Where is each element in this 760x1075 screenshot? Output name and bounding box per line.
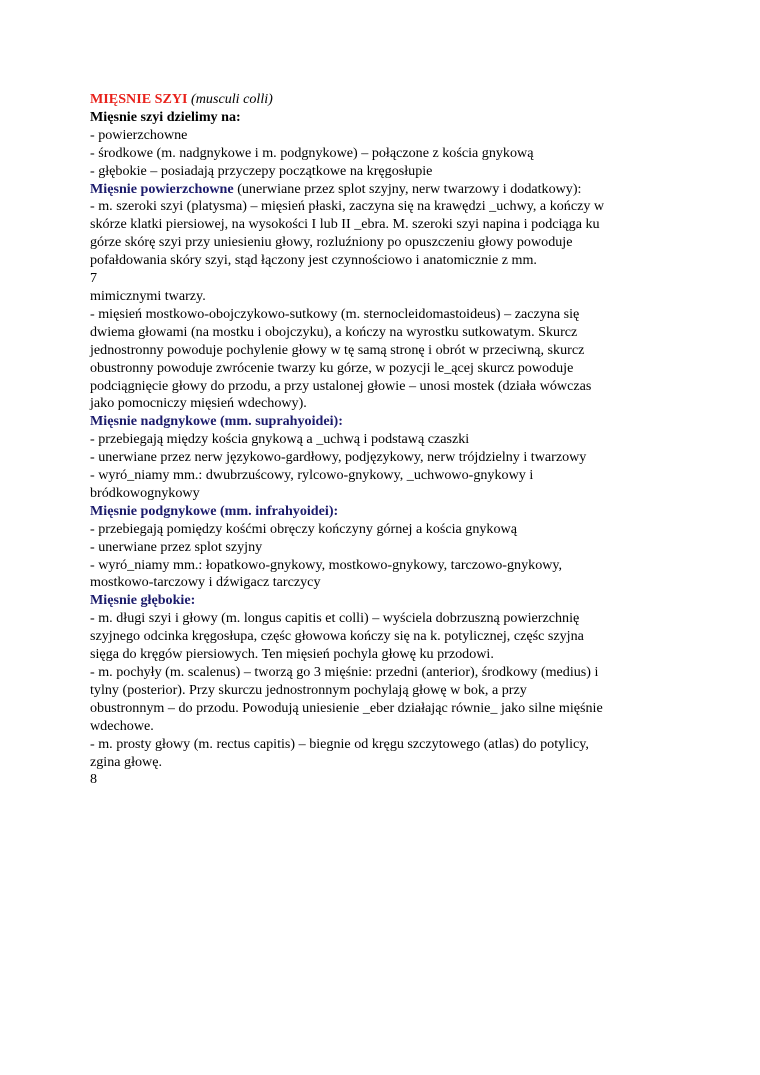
intro-item: - powierzchowne (90, 126, 188, 143)
text-line: sięga do kręgów piersiowych. Ten mięsień pochyla głowę ku przodowi. (90, 646, 494, 663)
document-title (90, 91, 670, 109)
text-line: - unerwiane przez splot szyjny (90, 538, 263, 555)
intro-heading: Mięsnie szyi dzielimy na: (90, 108, 241, 125)
intro-item: - środkowe (m. nadgnykowe i m. podgnykowe) – połączone z kościa gnykową (90, 144, 534, 161)
intro-item: - głębokie – posiadają przyczepy początkowe na kręgosłupie (90, 162, 433, 179)
text-line: - przebiegają pomiędzy kośćmi obręczy kończyny górnej a kościa gnykową (90, 520, 517, 537)
text-line: mimicznymi twarzy. (90, 287, 206, 304)
text-line: wdechowe. (90, 717, 154, 734)
page-number: 8 (90, 771, 98, 788)
section-heading-deep: Mięsnie głębokie: (90, 592, 196, 609)
text-line: dwiema głowami (na mostku i obojczyku), a kończy na wyrostku sutkowatym. Skurcz (90, 323, 578, 340)
text-line: - wyró_niamy mm.: łopatkowo-gnykowy, mostkowo-gnykowy, tarczowo-gnykowy, (90, 556, 563, 573)
text-line: - wyró_niamy mm.: dwubrzuścowy, rylcowo-gnykowy, _uchwowo-gnykowy i (90, 467, 534, 484)
text-line: - m. szeroki szyi (platysma) – mięsień płaski, zaczyna się na krawędzi _uchwy, a kończy w (90, 198, 605, 215)
text-line: obustronnym – do przodu. Powodują uniesienie _eber działając równie_ jako silne mięśnie (90, 699, 603, 716)
document-page (90, 91, 670, 789)
text-line: pofałdowania skóry szyi, stąd łączony jest czynnościowo i anatomicznie z mm. (90, 252, 537, 269)
text-line: - unerwiane przez nerw językowo-gardłowy, podjęzykowy, nerw trójdzielny i twarzowy (90, 449, 587, 466)
text-line: - m. pochyły (m. scalenus) – tworzą go 3 mięśnie: przedni (anterior), środkowy (medius) i (90, 664, 599, 680)
text-line: jako pomocniczy mięsień wdechowy). (90, 395, 307, 412)
title-latin: (musculi colli) (191, 91, 273, 107)
text-line: bródkowognykowy (90, 484, 200, 501)
text-line: szyjnego odcinka kręgosłupa, częśc głowowa kończy się na k. potylicznej, częśc szyjna (90, 628, 584, 645)
text-line: jednostronny powoduje pochylenie głowy w tę samą stronę i obrót w przeciwną, skurcz (90, 341, 585, 358)
text-line: tylny (posterior). Przy skurczu jednostronnym pochylają głowę w bok, a przy (90, 681, 527, 698)
title-main: MIĘSNIE SZYI (90, 91, 188, 107)
section-heading-suprahyoid: Mięsnie nadgnykowe (mm. suprahyoidei): (90, 413, 343, 430)
text-line: skórze klatki piersiowej, na wysokości I lub II _ebra. M. szeroki szyi napina i podciąga ku (90, 216, 600, 233)
text-line: - m. długi szyi i głowy (m. longus capitis et colli) – wyściela dobrzuszną powierzchnię (90, 610, 580, 627)
text-line: podciągnięcie głowy do przodu, a przy ustalonej głowie – unosi mostek (działa wówczas (90, 377, 592, 394)
text-line: - przebiegają między kościa gnykową a _uchwą i podstawą czaszki (90, 431, 470, 448)
page-number: 7 (90, 270, 98, 287)
text-line: obustronny powoduje zwrócenie twarzy ku górze, w pozycji le_ącej skurcz powoduje (90, 359, 574, 376)
text-line: - m. prosty głowy (m. rectus capitis) – biegnie od kręgu szczytowego (atlas) do potylicy, (90, 735, 589, 752)
text-line: - mięsień mostkowo-obojczykowo-sutkowy (m. sternocleidomastoideus) – zaczyna się (90, 305, 580, 322)
section-heading-infrahyoid: Mięsnie podgnykowe (mm. infrahyoidei): (90, 502, 339, 519)
section-heading-surface: Mięsnie powierzchowne (unerwiane przez splot szyjny, nerw twarzowy i dodatkowy): (90, 180, 582, 197)
text-line: mostkowo-tarczowy i dźwigacz tarczycy (90, 574, 321, 591)
text-line: górze skórę szyi przy uniesieniu głowy, rozluźniony po opuszczeniu głowy powoduje (90, 234, 573, 251)
text-line: zgina głowę. (90, 753, 163, 770)
